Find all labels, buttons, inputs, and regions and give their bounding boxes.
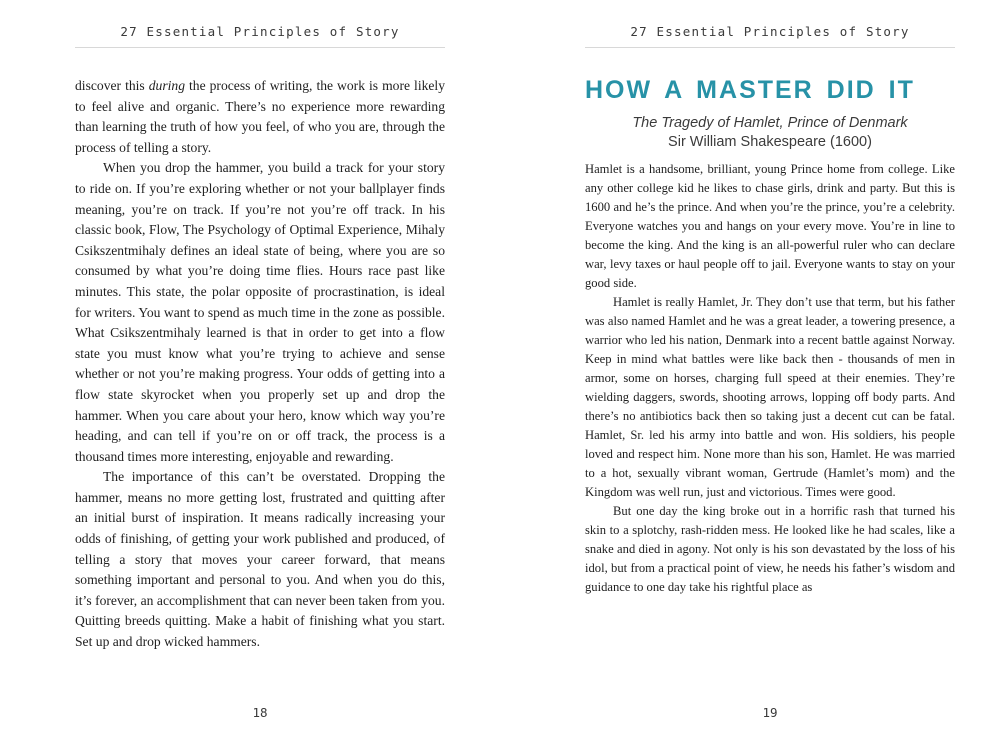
paragraph: But one day the king broke out in a horrific rash that turned his skin to a splotchy, rash-ridden mess. He looked like he had scales, like a snake and died in agony. Not only is his son devastated by the loss of his idol, but from a practical point of view, he needs his father’s wisdom and guidance to one day take his rightful place as [585,504,955,594]
section-title: HOW A MASTER DID IT [585,76,915,104]
page-right [585,0,955,750]
author-line: Sir William Shakespeare (1600) [668,134,872,150]
header-rule [75,47,445,48]
paragraph-text: the process of writing, the work is more likely to feel alive and organic. There’s no experience more rewarding than learning the truth of how you feel, of who you are, through the process of telling a story. [75,78,445,155]
paragraph-text: discover this [75,78,149,93]
page-left [75,0,445,750]
running-header: 27 Essential Principles of Story [120,24,400,39]
page-body [75,76,445,653]
paragraph [75,76,445,158]
work-title: The Tragedy of Hamlet, Prince of Denmark [632,115,908,131]
paragraph: Hamlet is a handsome, brilliant, young Prince home from college. Like any other college kid he likes to chase girls, drink and party. But this is 1600 and he’s the prince. And when you’re the prince, you’re a celebrity. Everyone watches you and hangs on your every move. You’re in line to become the king. And the king is an all-powerful ruler who can declare war, levy taxes or haul people off to jail. Everyone wants to stay on your good side. [585,162,955,290]
subtitle-block [585,114,955,152]
header-rule [585,47,955,48]
paragraph: The importance of this can’t be overstated. Dropping the hammer, means no more getting lost, frustrated and quitting after an initial burst of inspiration. It means radically increasing your odds of finishing, of getting your work published and produced, of telling a story that moves your career forward, that means something important and personal to you. And when you do this, it’s forever, an accomplishment that can never been taken from you. Quitting breeds quitting. Make a habit of finishing what you start. Set up and drop wicked hammers. [75,469,445,650]
running-header: 27 Essential Principles of Story [630,24,910,39]
page-body [585,160,955,597]
page-number: 19 [762,705,778,720]
paragraph: When you drop the hammer, you build a track for your story to ride on. If you’re exploring whether or not your ballplayer finds meaning, you’re on track. If you’re not you’re off track. In his classic book, Flow, The Psychology of Optimal Experience, Mihaly Csikszentmihaly defines an ideal state of being, where you are so consumed by what you’re doing time flies. Hours race past like minutes. This state, the polar opposite of procrastination, is ideal for writers. You want to spend as much time in the zone as possible. What Csikszentmihaly learned is that in order to get into a flow state you must know what you’re trying to achieve and sense whether or not you’re making progress. Your odds of getting into a flow state skyrocket when you properly set up and drop the hammer. When you care about your hero, know which way you’re heading, and can tell if you’re on or off track, the process is a thousand times more interesting, enjoyable and rewarding. [75,160,445,464]
paragraph: Hamlet is really Hamlet, Jr. They don’t use that term, but his father was also named Hamlet and he was a great leader, a towering presence, a warrior who led his nation, Denmark into a recent battle against Norway. Keep in mind what battles were like back then - thousands of men in armor, some on horses, charging full speed at their enemies. They’re wielding daggers, swords, shooting arrows, lopping off body parts. And there’s no antibiotics back then so taking just a decent cut can be fatal. Hamlet, Sr. led his army into battle and won. His soldiers, his people loved and respect him. None more than his son, Hamlet. He was married to a hot, sexually vibrant woman, Gertrude (Hamlet’s mom) and the Kingdom was well run, just and victorious. Times were good. [585,295,955,499]
page-number: 18 [252,705,268,720]
emphasized-word: during [148,78,185,93]
